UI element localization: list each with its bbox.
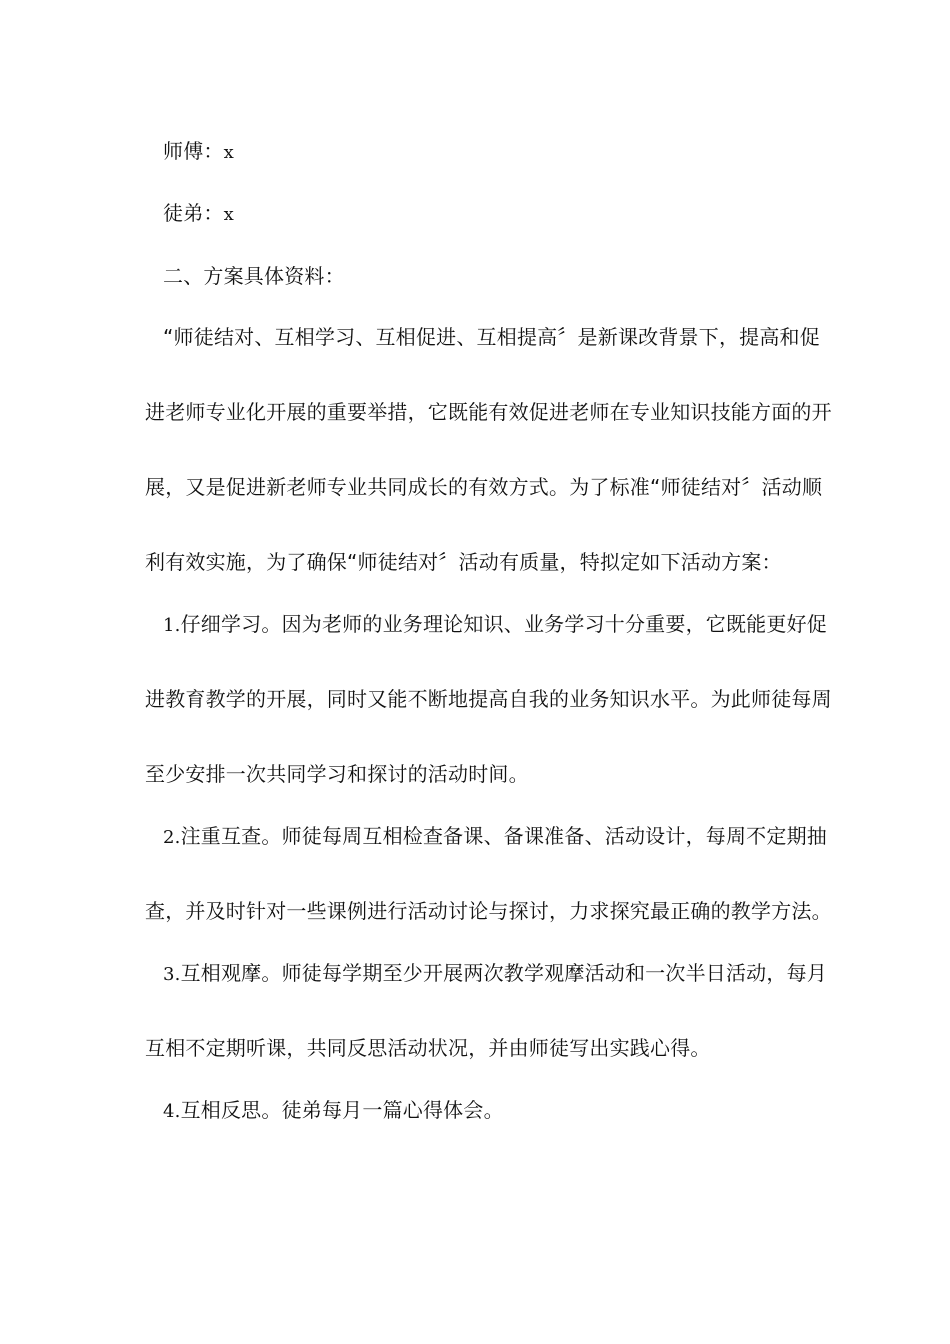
mentor-label: 师傅： (163, 139, 224, 163)
item-2-line (163, 821, 827, 853)
mentor-value: x (223, 142, 234, 163)
intro-line: “师徒结对、互相学习、互相促进、互相提高〞是新课改背景下，提高和促 (163, 325, 820, 349)
apprentice-label: 徒弟： (163, 201, 224, 225)
item-text: 仔细学习。因为老师的业务理论知识、业务学习十分重要，它既能更好促 (180, 612, 827, 636)
item-4-line (163, 1095, 823, 1127)
intro-line: 展，又是促进新老师专业共同成长的有效方式。为了标准“师徒结对〞活动顺 (145, 475, 823, 499)
item-1-line: 至少安排一次共同学习和探讨的活动时间。 (145, 762, 529, 786)
item-number: 2. (163, 827, 181, 848)
item-2-line: 查，并及时针对一些课例进行活动讨论与探讨，力求探究最正确的教学方法。 (145, 899, 832, 923)
item-number: 1. (163, 615, 181, 636)
apprentice-value: x (223, 204, 234, 225)
item-text: 注重互查。师徒每周互相检查备课、备课准备、活动设计，每周不定期抽 (180, 824, 827, 848)
intro-line: 进老师专业化开展的重要举措，它既能有效促进老师在专业知识技能方面的开 (145, 400, 832, 424)
mentor-line (163, 136, 823, 168)
item-number: 3. (163, 964, 181, 985)
item-text: 互相观摩。师徒每学期至少开展两次教学观摩活动和一次半日活动，每月 (180, 961, 827, 985)
item-text: 互相反思。徒弟每月一篇心得体会。 (180, 1098, 504, 1122)
apprentice-line (163, 198, 823, 230)
item-1-line (163, 609, 827, 641)
intro-line: 利有效实施，为了确保“师徒结对〞活动有质量，特拟定如下活动方案： (145, 550, 782, 574)
item-1-line: 进教育教学的开展，同时又能不断地提高自我的业务知识水平。为此师徒每周 (145, 687, 832, 711)
item-number: 4. (163, 1101, 181, 1122)
item-3-line: 互相不定期听课，共同反思活动状况，并由师徒写出实践心得。 (145, 1036, 711, 1060)
section-heading: 二、方案具体资料： (163, 264, 345, 288)
item-3-line (163, 958, 827, 990)
